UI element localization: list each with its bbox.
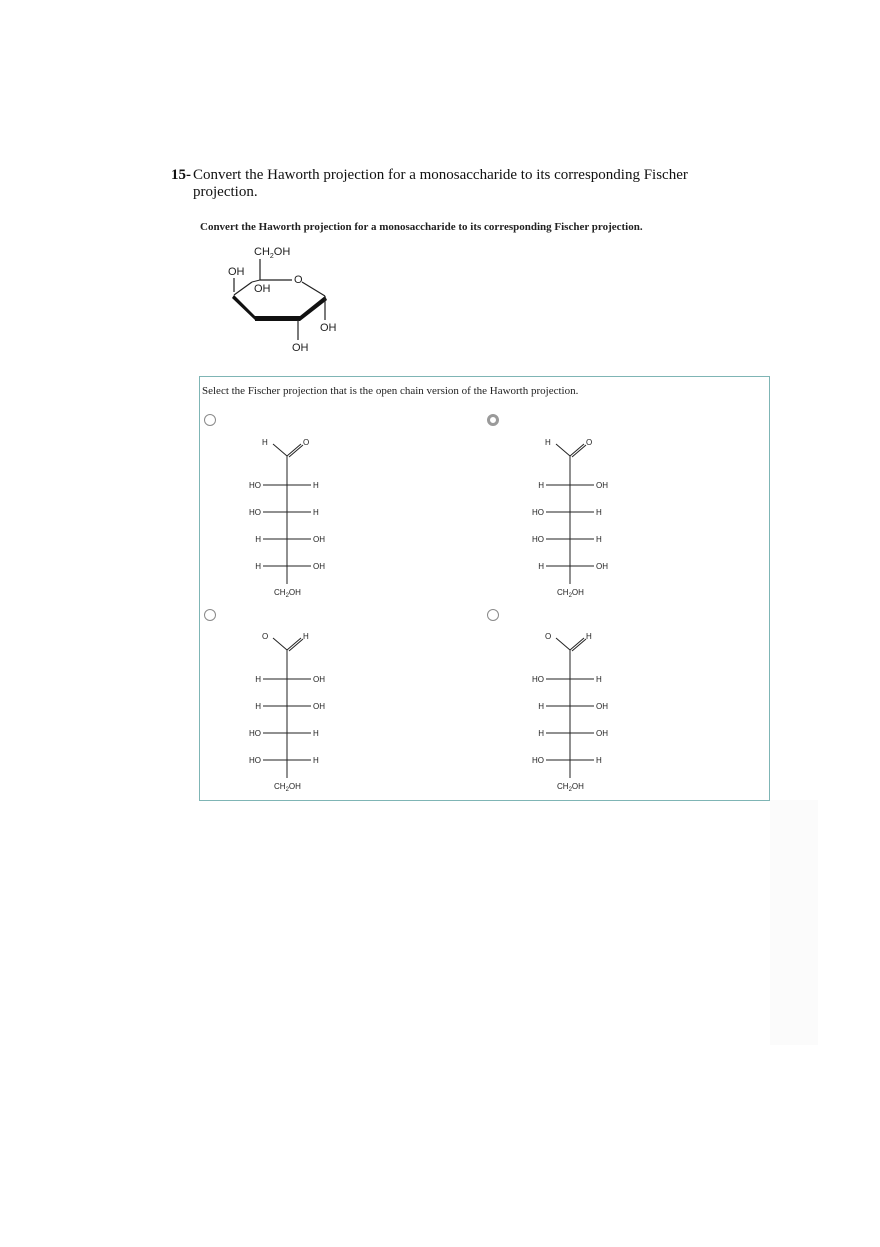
substituent-left: H [255,675,261,684]
aldehyde-bond-right [570,444,584,456]
substituent-right: H [313,756,319,765]
aldehyde-bond-left [273,638,287,650]
option-b-radio[interactable] [487,414,499,426]
substituent-right: OH [596,729,608,738]
substituent-right: OH [313,675,325,684]
substituent-left: H [255,535,261,544]
aldehyde-double-bond [289,639,303,651]
scan-shadow [770,800,818,1045]
substituent-right: OH [313,702,325,711]
option-b-fischer [508,430,638,605]
aldehyde-double-bond [572,445,586,457]
substituent-right: OH [596,702,608,711]
haworth-ch2oh-label: $CH_2OH$ [254,246,291,260]
aldehyde-bond-right [287,444,301,456]
option-a-fischer [225,430,355,605]
option-d-radio[interactable] [487,609,499,621]
substituent-right: H [596,675,602,684]
substituent-left: HO [249,481,261,490]
aldehyde-right-label: O [303,438,310,447]
substituent-left: HO [532,756,544,765]
substituent-right: OH [596,562,608,571]
substituent-left: HO [249,756,261,765]
haworth-oh-left: OH [228,266,245,278]
aldehyde-bond-right [570,638,584,650]
substituent-left: H [255,702,261,711]
substituent-left: HO [532,508,544,517]
substituent-right: H [313,481,319,490]
haworth-oh-inner: OH [254,283,271,295]
substituent-left: H [255,562,261,571]
haworth-projection [212,240,362,360]
substituent-right: OH [313,562,325,571]
terminal-ch2oh: $CH_2OH$ [557,782,584,793]
terminal-ch2oh: $CH_2OH$ [274,782,301,793]
substituent-right: H [596,508,602,517]
question-number: 15- [171,167,191,183]
substituent-right: OH [313,535,325,544]
substituent-left: H [538,729,544,738]
aldehyde-bond-right [287,638,301,650]
substituent-left: H [538,481,544,490]
haworth-oh-anomeric: OH [320,322,337,334]
substituent-left: HO [532,675,544,684]
terminal-ch2oh: $CH_2OH$ [274,588,301,599]
substituent-right: H [596,756,602,765]
option-d-fischer [508,624,638,799]
aldehyde-left-label: O [545,632,552,641]
haworth-oh-bottom: OH [292,342,309,354]
substituent-right: H [313,508,319,517]
option-c-radio[interactable] [204,609,216,621]
aldehyde-bond-left [273,444,287,456]
aldehyde-bond-left [556,638,570,650]
aldehyde-right-label: O [586,438,593,447]
substituent-right: H [313,729,319,738]
aldehyde-bond-left [556,444,570,456]
substituent-right: OH [596,481,608,490]
aldehyde-left-label: H [262,438,268,447]
select-prompt: Select the Fischer projection that is the open chain version of the Haworth projection. [202,385,579,397]
substituent-left: H [538,702,544,711]
aldehyde-double-bond [289,445,303,457]
aldehyde-left-label: O [262,632,269,641]
option-a-radio[interactable] [204,414,216,426]
substituent-left: HO [249,729,261,738]
haworth-ring-oxygen: O [294,274,303,286]
question-text: Convert the Haworth projection for a monosaccharide to its corresponding Fischer projection. [193,167,688,200]
substituent-left: H [538,562,544,571]
inner-question-title: Convert the Haworth projection for a monosaccharide to its corresponding Fischer projection. [200,221,643,233]
aldehyde-right-label: H [586,632,592,641]
substituent-left: HO [249,508,261,517]
aldehyde-double-bond [572,639,586,651]
substituent-left: HO [532,535,544,544]
terminal-ch2oh: $CH_2OH$ [557,588,584,599]
aldehyde-right-label: H [303,632,309,641]
substituent-right: H [596,535,602,544]
option-c-fischer [225,624,355,799]
aldehyde-left-label: H [545,438,551,447]
